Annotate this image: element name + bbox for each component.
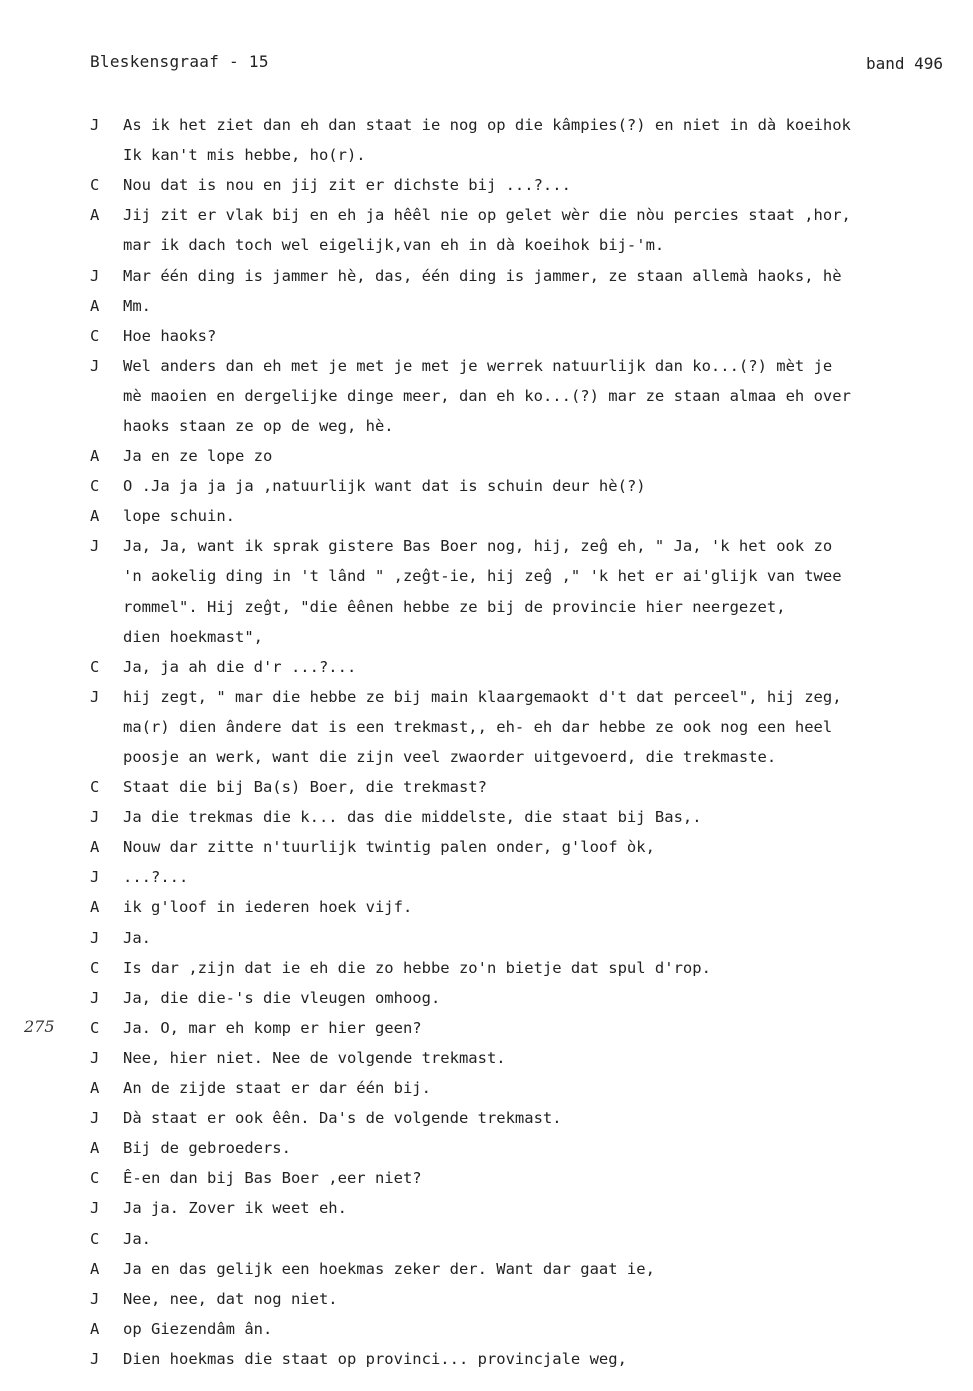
transcript-line bbox=[90, 892, 965, 922]
underlined-uncertain-word: kâmpies bbox=[552, 116, 618, 135]
speaker-label: C bbox=[90, 657, 100, 676]
speaker-label: C bbox=[90, 1018, 100, 1037]
utterance-segment: ) mar ze staan almaa eh over bbox=[589, 386, 851, 405]
transcript-line bbox=[90, 923, 965, 953]
transcript-line bbox=[90, 170, 965, 200]
underlined-uncertain-word: ko...(? bbox=[524, 386, 590, 405]
transcript-line bbox=[90, 953, 965, 983]
transcript-line bbox=[90, 1254, 965, 1284]
utterance-segment: mè maoien en dergelijke dinge meer, dan eh bbox=[123, 386, 525, 405]
utterance-text: ik g'loof in iederen hoek vijf. bbox=[123, 898, 413, 917]
transcript-line bbox=[90, 832, 965, 862]
speaker-label: J bbox=[90, 1349, 100, 1368]
utterance-text: Ja ja. Zover ik weet eh. bbox=[123, 1199, 347, 1218]
transcript-line bbox=[90, 441, 965, 471]
speaker-label: J bbox=[90, 356, 100, 375]
utterance-text: Ja. bbox=[123, 928, 151, 947]
speaker-label: C bbox=[90, 176, 100, 195]
utterance-text: Staat die bij Ba(s) Boer, die trekmast? bbox=[123, 778, 487, 797]
transcript-line bbox=[90, 531, 965, 561]
utterance-text: Ja die trekmas die k... das die middelste, die staat bij Bas,. bbox=[123, 808, 702, 827]
speaker-label: J bbox=[90, 1199, 100, 1218]
speaker-label: A bbox=[90, 296, 100, 315]
transcript-line bbox=[90, 200, 965, 230]
utterance-text: Bij de gebroeders. bbox=[123, 1139, 291, 1158]
utterance-text: hij zegt, " mar die hebbe ze bij main klaargemaokt d't dat perceel", hij zeg, bbox=[123, 687, 842, 706]
transcript-line bbox=[90, 772, 965, 802]
speaker-label: A bbox=[90, 1319, 100, 1338]
utterance-text: Dien hoekmas die staat op provinci... provincjale weg, bbox=[123, 1349, 627, 1368]
transcript-line bbox=[90, 471, 965, 501]
utterance-text: Ja en das gelijk een hoekmas zeker der. Want dar gaat ie, bbox=[123, 1259, 655, 1278]
utterance-text bbox=[123, 116, 965, 134]
utterance-text: Ê-en dan bij Bas Boer ,eer niet? bbox=[123, 1169, 422, 1188]
transcript-line bbox=[90, 1073, 965, 1103]
speaker-label: J bbox=[90, 537, 100, 556]
speaker-label: J bbox=[90, 808, 100, 827]
speaker-label: J bbox=[90, 116, 100, 135]
speaker-label: C bbox=[90, 1169, 100, 1188]
transcript-line bbox=[90, 501, 965, 531]
utterance-text: lope schuin. bbox=[123, 507, 235, 526]
utterance-text: Ja. O, mar eh komp er hier geen? bbox=[123, 1018, 422, 1037]
utterance-text: Ja, ja ah die d'r ...?... bbox=[123, 657, 357, 676]
transcript-line bbox=[90, 1133, 965, 1163]
utterance-text: Mm. bbox=[123, 296, 151, 315]
transcript-line bbox=[90, 140, 965, 170]
speaker-label: A bbox=[90, 206, 100, 225]
utterance-text: op Giezendâm ân. bbox=[123, 1319, 273, 1338]
transcript-line bbox=[90, 622, 965, 652]
transcript-line bbox=[90, 230, 965, 260]
utterance-text bbox=[123, 357, 965, 375]
transcript-line bbox=[90, 291, 965, 321]
transcript-line bbox=[90, 1314, 965, 1344]
utterance-text: poosje an werk, want die zijn veel zwaorder uitgevoerd, die trekmaste. bbox=[123, 748, 777, 767]
transcript-line bbox=[90, 592, 965, 622]
transcript-line bbox=[90, 561, 965, 591]
transcript-line bbox=[90, 1043, 965, 1073]
speaker-label: A bbox=[90, 1259, 100, 1278]
transcript-line bbox=[90, 983, 965, 1013]
transcript-line bbox=[90, 862, 965, 892]
transcript-line bbox=[90, 1163, 965, 1193]
speaker-label: J bbox=[90, 1289, 100, 1308]
underlined-uncertain-word: ko...(? bbox=[692, 356, 758, 375]
transcript-line bbox=[90, 1013, 965, 1043]
speaker-label: J bbox=[90, 687, 100, 706]
utterance-segment: ) mèt je bbox=[757, 356, 833, 375]
utterance-text: haoks staan ze op de weg, hè. bbox=[123, 416, 394, 435]
utterance-text: Ja. bbox=[123, 1229, 151, 1248]
utterance-text: Ik kan't mis hebbe, ho(r). bbox=[123, 146, 366, 165]
transcript-line bbox=[90, 682, 965, 712]
transcript-line bbox=[90, 110, 965, 140]
transcript-line bbox=[90, 1284, 965, 1314]
speaker-label: J bbox=[90, 868, 100, 887]
speaker-label: A bbox=[90, 1139, 100, 1158]
transcript-line bbox=[90, 411, 965, 441]
speaker-label: A bbox=[90, 507, 100, 526]
utterance-text bbox=[123, 387, 965, 405]
utterance-text: ma(r) dien ândere dat is een trekmast,, eh- eh dar hebbe ze ook nog een heel bbox=[123, 717, 833, 736]
utterance-text: Nee, hier niet. Nee de volgende trekmast. bbox=[123, 1048, 506, 1067]
utterance-text: Nou dat is nou en jij zit er dichste bij ...?... bbox=[123, 176, 571, 195]
speaker-label: C bbox=[90, 477, 100, 496]
utterance-text: Nouw dar zitte n'tuurlijk twintig palen onder, g'loof òk, bbox=[123, 838, 655, 857]
transcript-line bbox=[90, 802, 965, 832]
speaker-label: A bbox=[90, 838, 100, 857]
speaker-label: C bbox=[90, 1229, 100, 1248]
utterance-text: Is dar ,zijn dat ie eh die zo hebbe zo'n bietje dat spul d'rop. bbox=[123, 958, 711, 977]
utterance-text: dien hoekmast", bbox=[123, 627, 263, 646]
speaker-label: J bbox=[90, 988, 100, 1007]
utterance-segment: (?) en niet in dà koeihok bbox=[617, 116, 851, 135]
utterance-segment: (?) bbox=[617, 477, 646, 496]
speaker-label: C bbox=[90, 778, 100, 797]
underlined-uncertain-word: schuin deur hè bbox=[486, 477, 618, 496]
transcript-line bbox=[90, 381, 965, 411]
utterance-text: 'n aokelig ding in 't lând " ,zeĝt-ie, hij zeĝ ," 'k het er ai'glijk van twee bbox=[123, 567, 842, 586]
speaker-label: A bbox=[90, 1079, 100, 1098]
utterance-text: Ja, Ja, want ik sprak gistere Bas Boer nog, hij, zeĝ eh, " Ja, 'k het ook zo bbox=[123, 537, 833, 556]
transcript-line bbox=[90, 742, 965, 772]
utterance-text: Ja en ze lope zo bbox=[123, 447, 273, 466]
page-header-title: Bleskensgraaf - 15 bbox=[90, 52, 269, 71]
speaker-label: J bbox=[90, 1048, 100, 1067]
utterance-text: Dà staat er ook êên. Da's de volgende trekmast. bbox=[123, 1109, 562, 1128]
utterance-text: mar ik dach toch wel eigelijk,van eh in dà koeihok bij-'m. bbox=[123, 236, 665, 255]
transcript-line bbox=[90, 260, 965, 290]
transcript-line bbox=[90, 1344, 965, 1374]
speaker-label: J bbox=[90, 928, 100, 947]
transcript-line bbox=[90, 1193, 965, 1223]
speaker-label: A bbox=[90, 447, 100, 466]
utterance-segment: O .Ja ja ja ja ,natuurlijk want dat is bbox=[123, 477, 487, 496]
speaker-label: C bbox=[90, 326, 100, 345]
utterance-text bbox=[123, 477, 965, 495]
utterance-text: Hoe haoks? bbox=[123, 326, 217, 345]
speaker-label: C bbox=[90, 958, 100, 977]
transcript-line bbox=[90, 652, 965, 682]
utterance-text: ...?... bbox=[123, 868, 189, 887]
margin-line-number: 275 bbox=[24, 1017, 55, 1036]
utterance-text: rommel". Hij zeĝt, "die êênen hebbe ze bij de provincie hier neergezet, bbox=[123, 597, 786, 616]
utterance-segment: Wel anders dan eh met je met je met je werrek natuurlijk dan bbox=[123, 356, 693, 375]
utterance-text: Nee, nee, dat nog niet. bbox=[123, 1289, 338, 1308]
utterance-text: Mar één ding is jammer hè, das, één ding is jammer, ze staan allemà haoks, hè bbox=[123, 266, 842, 285]
utterance-text: Ja, die die-'s die vleugen omhoog. bbox=[123, 988, 441, 1007]
band-number: band 496 bbox=[865, 54, 943, 73]
speaker-label: J bbox=[90, 266, 100, 285]
transcript-line bbox=[90, 321, 965, 351]
transcript-line bbox=[90, 712, 965, 742]
transcript-line bbox=[90, 1223, 965, 1253]
transcript-body bbox=[90, 110, 965, 1374]
speaker-label: J bbox=[90, 1109, 100, 1128]
transcript-line bbox=[90, 351, 965, 381]
transcript-line bbox=[90, 1103, 965, 1133]
utterance-segment: As ik het ziet dan eh dan staat ie nog op die bbox=[123, 116, 553, 135]
utterance-text: An de zijde staat er dar één bij. bbox=[123, 1079, 431, 1098]
utterance-text: Jij zit er vlak bij en eh ja hêêl nie op gelet wèr die nòu percies staat ,hor, bbox=[123, 206, 851, 225]
speaker-label: A bbox=[90, 898, 100, 917]
